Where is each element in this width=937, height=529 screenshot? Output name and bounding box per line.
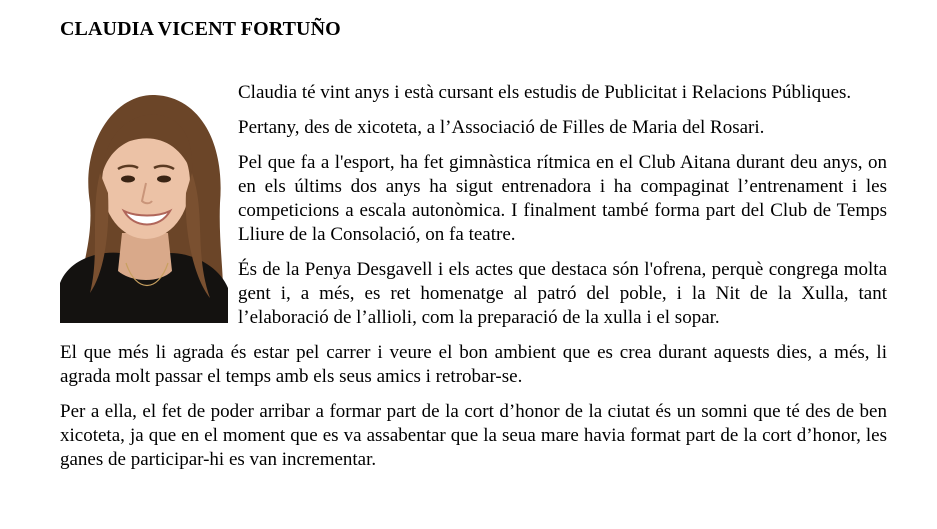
paragraph-1: Claudia té vint anys i està cursant els estudis de Publicitat i Relacions Públiques. <box>238 82 852 103</box>
portrait-photo-icon <box>60 83 228 323</box>
page-title: CLAUDIA VICENT FORTUÑO <box>60 18 341 40</box>
paragraph-3: Pel que fa a l'esport, ha fet gimnàstica rítmica en el Club Aitana durant deu anys, on en els últims dos anys ha sigut entrenadora i ha compaginat l’entrenament i les competicions a escala autonòmica. I finalment també forma part del Club de Temps Lliure de la Consolació, on fa teatre. <box>238 152 887 245</box>
paragraph-5: El que més li agrada és estar pel carrer i veure el bon ambient que es crea durant aquests dies, a més, li agrada molt passar el temps amb els seus amics i retrobar-se. <box>60 342 887 387</box>
paragraph-6: Per a ella, el fet de poder arribar a formar part de la cort d’honor de la ciutat és un somni que té des de ben xicoteta, ja que en el moment que es va assabentar que la seua mare havia format part de la cort d’honor, les ganes de participar-hi es van incrementar. <box>60 401 887 470</box>
portrait-photo <box>60 83 228 323</box>
document-body <box>60 81 887 483</box>
paragraph-2: Pertany, des de xicoteta, a l’Associació de Filles de Maria del Rosari. <box>238 117 765 138</box>
paragraph-4: És de la Penya Desgavell i els actes que destaca són l'ofrena, perquè congrega molta gent i, a més, es ret homenatge al patró del poble, i la Nit de la Xulla, tant l’elaboració de l’allioli, com la preparació de la xulla i el sopar. <box>238 259 887 328</box>
